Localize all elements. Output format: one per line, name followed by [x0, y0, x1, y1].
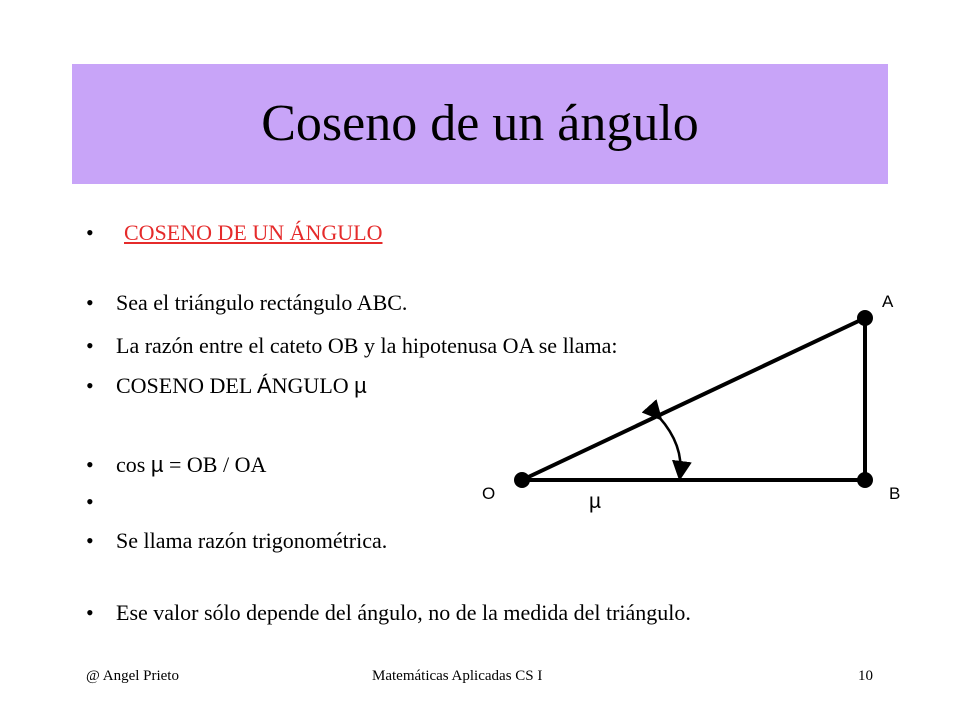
formula-cos: cos — [116, 452, 151, 477]
angle-arc-icon — [659, 417, 681, 476]
label-b: B — [889, 484, 901, 503]
slide-title: Coseno de un ángulo — [261, 95, 699, 152]
hypotenuse-oa — [522, 318, 865, 480]
vertex-b — [857, 472, 873, 488]
bullet-marker: • — [86, 489, 94, 514]
mu-symbol: µ — [150, 452, 164, 477]
bullet-text: La razón entre el cateto OB y la hipotenusa OA se llama: — [116, 333, 618, 358]
bullet-marker: • — [86, 452, 94, 477]
footer-course: Matemáticas Aplicadas CS I — [372, 668, 543, 684]
bullet-text-cont: NGULO — [271, 373, 355, 398]
bullet-marker: • — [86, 373, 94, 398]
bullet-text: Se llama razón trigonométrica. — [116, 528, 388, 553]
bullet-marker: • — [86, 528, 94, 553]
label-o: O — [482, 484, 496, 503]
bullet-marker: • — [86, 333, 94, 358]
label-mu: µ — [589, 490, 602, 513]
bullet-text: Sea el triángulo rectángulo ABC. — [116, 290, 408, 315]
bullet-text: COSENO DEL — [116, 373, 257, 398]
accent-letter: Á — [256, 373, 272, 398]
section-heading: COSENO DE UN ÁNGULO — [124, 220, 383, 245]
bullet-marker: • — [86, 290, 94, 315]
vertex-o — [514, 472, 530, 488]
mu-symbol: µ — [354, 373, 367, 398]
vertex-a — [857, 310, 873, 326]
footer-page-number: 10 — [858, 668, 873, 684]
label-a: A — [882, 292, 894, 311]
bullet-text: Ese valor sólo depende del ángulo, no de la medida del triángulo. — [116, 600, 691, 625]
bullet-marker: • — [86, 220, 94, 245]
bullet-marker: • — [86, 600, 94, 625]
footer-author: @ Angel Prieto — [86, 668, 179, 684]
formula-ratio: = OB / OA — [163, 452, 267, 477]
